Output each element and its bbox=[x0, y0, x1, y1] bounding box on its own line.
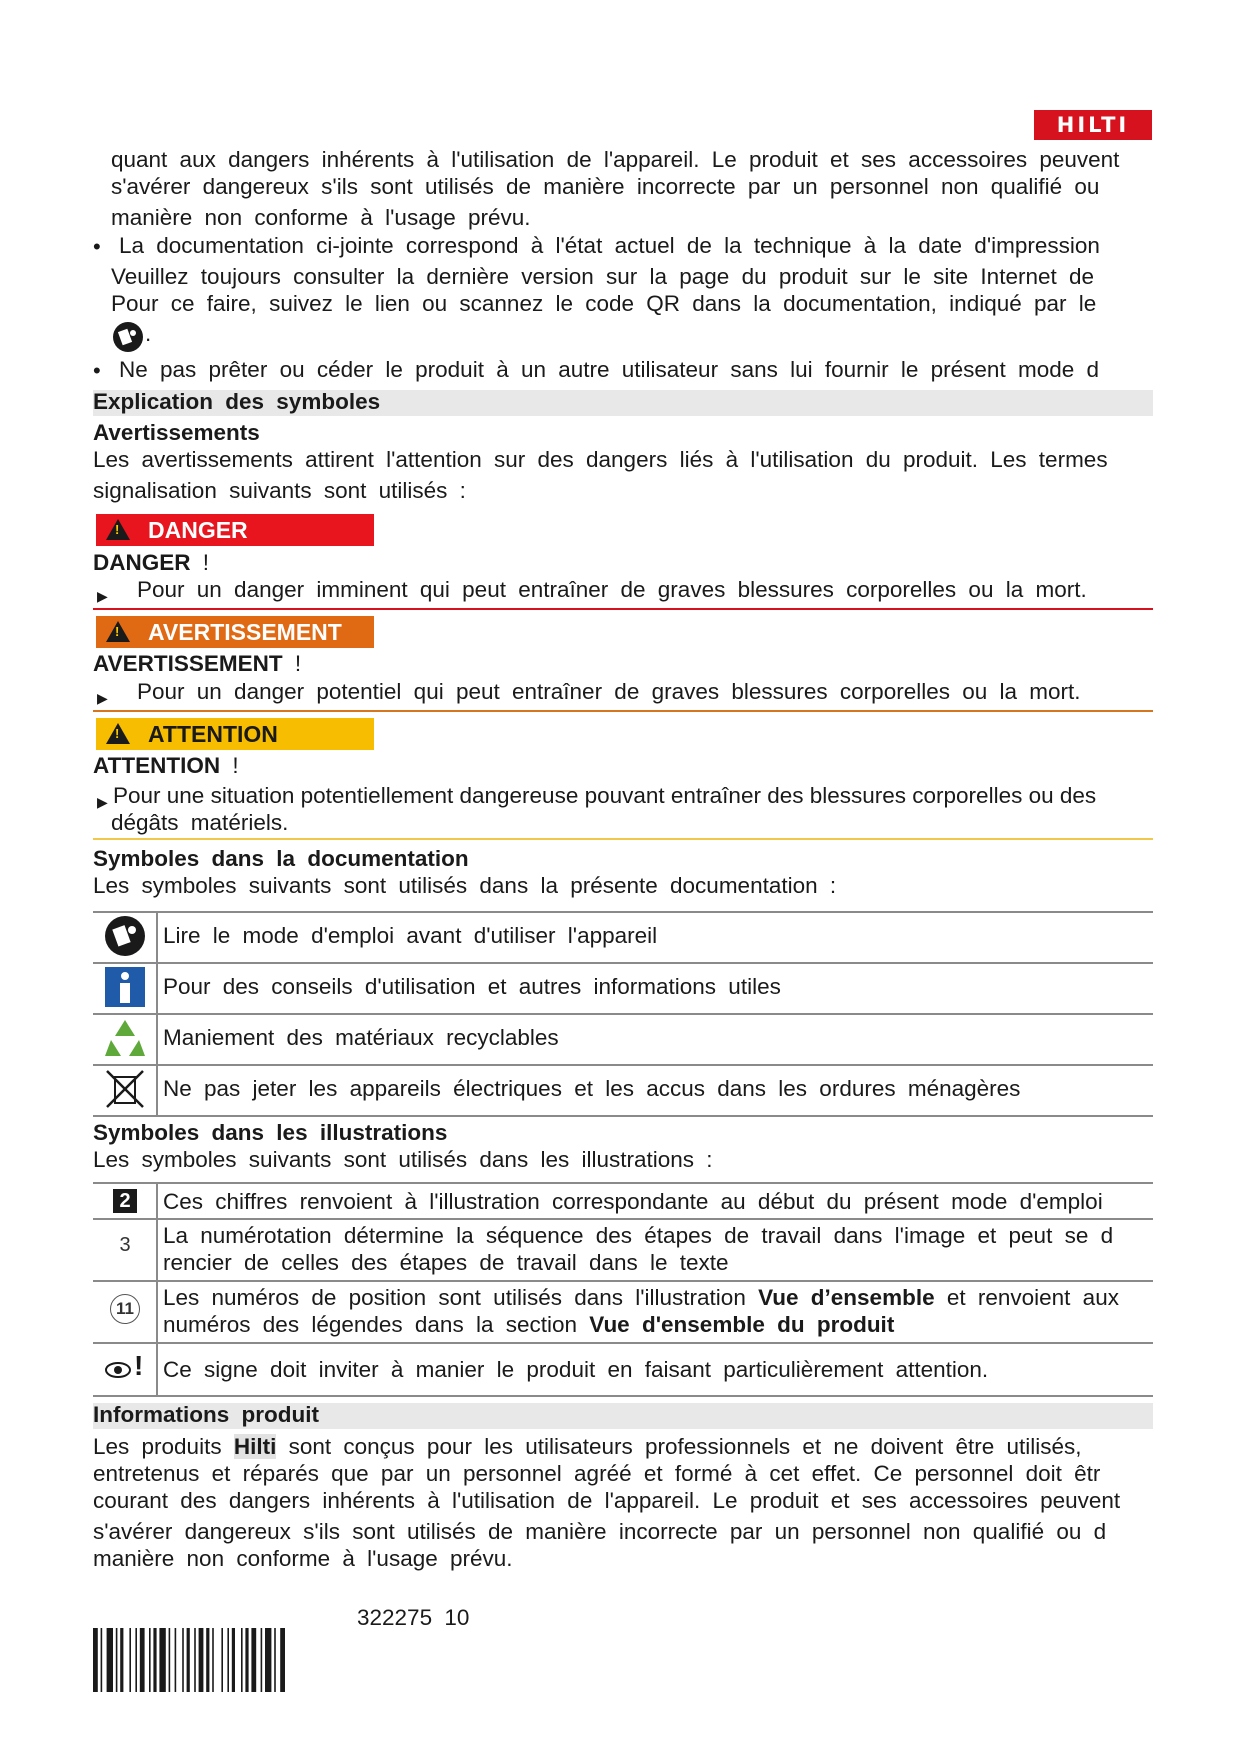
signal-text: Pour une situation potentiellement dangereuse pouvant entraîner des blessures corporelles ou des bbox=[113, 783, 1097, 808]
bullet-dot: • bbox=[93, 358, 101, 383]
recycle-icon bbox=[103, 1016, 147, 1060]
barcode-bar bbox=[245, 1628, 248, 1692]
eye-icon bbox=[104, 1352, 132, 1384]
barcode-bar bbox=[175, 1628, 177, 1692]
figure-number-icon: 2 bbox=[113, 1189, 137, 1213]
barcode-bar bbox=[241, 1628, 243, 1692]
barcode-bar bbox=[135, 1628, 137, 1692]
table-border bbox=[93, 962, 1153, 964]
barcode-bar bbox=[140, 1628, 145, 1692]
barcode-bar bbox=[194, 1628, 196, 1692]
badge-label: ATTENTION bbox=[148, 721, 278, 747]
signal-title: DANGER ! bbox=[93, 550, 210, 575]
bullet-line: Veuillez toujours consulter la dernière version sur la page du produit sur le site Internet de bbox=[111, 264, 1095, 289]
table-border bbox=[93, 911, 1153, 913]
barcode-bar bbox=[169, 1628, 171, 1692]
step-number-icon: 3 bbox=[119, 1234, 131, 1256]
badge-label: DANGER bbox=[148, 517, 248, 543]
section-heading: Explication des symboles bbox=[93, 389, 381, 414]
attention-icon: ! bbox=[134, 1350, 144, 1381]
arrow-icon: ▶ bbox=[97, 794, 108, 810]
symbol-text: La numérotation détermine la séquence des étapes de travail dans l'image et peut se d bbox=[163, 1223, 1114, 1248]
barcode-bar bbox=[93, 1628, 98, 1692]
paragraph-line: Les avertissements attirent l'attention sur des dangers liés à l'utilisation du produit. Les termes bbox=[93, 447, 1108, 472]
bullet-line: Ne pas prêter ou céder le produit à un autre utilisateur sans lui fournir le présent mode d bbox=[119, 357, 1099, 382]
badge-label: AVERTISSEMENT bbox=[148, 619, 342, 645]
warning-triangle-icon bbox=[106, 519, 130, 540]
paragraph-line: entretenus et réparés que par un personnel agréé et formé à cet effet. Ce personnel doit êtr bbox=[93, 1461, 1101, 1486]
symbol-text: Pour des conseils d'utilisation et autres informations utiles bbox=[163, 974, 781, 999]
signal-text: dégâts matériels. bbox=[111, 810, 289, 835]
paragraph-line: s'avérer dangereux s'ils sont utilisés de manière incorrecte par un personnel non qualifié ou d bbox=[93, 1519, 1107, 1544]
manual-icon bbox=[111, 320, 145, 354]
barcode-bar bbox=[274, 1628, 276, 1692]
intro-line: manière non conforme à l'usage prévu. bbox=[111, 205, 531, 230]
signal-rule bbox=[93, 838, 1153, 840]
section-heading: Symboles dans les illustrations bbox=[93, 1120, 448, 1145]
signal-title: ATTENTION ! bbox=[93, 753, 239, 778]
barcode-bar bbox=[212, 1628, 214, 1692]
table-border bbox=[93, 1342, 1153, 1344]
bullet-line: La documentation ci-jointe correspond à l'état actuel de la technique à la date d'impression bbox=[119, 233, 1100, 258]
symbol-text: numéros des légendes dans la section Vue d'ensemble du produit bbox=[163, 1312, 895, 1337]
table-divider bbox=[156, 1182, 158, 1397]
weee-bin-icon bbox=[103, 1067, 147, 1111]
signal-rule bbox=[93, 608, 1153, 610]
barcode-bar bbox=[232, 1628, 235, 1692]
barcode-bar bbox=[280, 1628, 285, 1692]
barcode bbox=[93, 1628, 335, 1692]
barcode-bar bbox=[120, 1628, 123, 1692]
section-heading: Symboles dans la documentation bbox=[93, 846, 469, 871]
sub-heading: Avertissements bbox=[93, 420, 260, 445]
table-border bbox=[93, 1182, 1153, 1184]
signal-text: Pour un danger potentiel qui peut entraîner de graves blessures corporelles ou la mort. bbox=[137, 679, 1081, 704]
symbol-text: rencier de celles des étapes de travail dans le texte bbox=[163, 1250, 729, 1275]
barcode-bar bbox=[182, 1628, 184, 1692]
barcode-bar bbox=[116, 1628, 118, 1692]
signal-rule bbox=[93, 710, 1153, 712]
table-border bbox=[93, 1064, 1153, 1066]
table-border bbox=[93, 1115, 1153, 1117]
barcode-bar bbox=[261, 1628, 263, 1692]
barcode-bar bbox=[159, 1628, 165, 1692]
bullet-line: Pour ce faire, suivez le lien ou scannez le code QR dans la documentation, indiqué par le bbox=[111, 291, 1097, 316]
bullet-dot: • bbox=[93, 234, 101, 259]
hilti-logo: HILTI bbox=[1034, 110, 1152, 140]
arrow-icon: ▶ bbox=[97, 588, 108, 604]
manual-icon bbox=[103, 914, 147, 958]
paragraph-line: courant des dangers inhérents à l'utilisation de l'appareil. Le produit et ses accessoires peuvent bbox=[93, 1488, 1121, 1513]
paragraph-line: manière non conforme à l'usage prévu. bbox=[93, 1546, 513, 1571]
table-border bbox=[93, 1280, 1153, 1282]
paragraph-line: Les symboles suivants sont utilisés dans la présente documentation : bbox=[93, 873, 837, 898]
symbol-text: Lire le mode d'emploi avant d'utiliser l'appareil bbox=[163, 923, 658, 948]
bullet-end: . bbox=[145, 321, 152, 346]
symbol-text: Les numéros de position sont utilisés dans l'illustration Vue d’ensemble et renvoient aux bbox=[163, 1285, 1119, 1310]
barcode-bar bbox=[199, 1628, 204, 1692]
table-border bbox=[93, 1013, 1153, 1015]
position-number-icon: 11 bbox=[110, 1294, 140, 1324]
paragraph-line: Les symboles suivants sont utilisés dans les illustrations : bbox=[93, 1147, 713, 1172]
table-border bbox=[93, 1218, 1153, 1220]
document-number: 322275 10 bbox=[357, 1605, 470, 1630]
warning-badge bbox=[96, 616, 374, 648]
caution-badge bbox=[96, 718, 374, 750]
barcode-bar bbox=[129, 1628, 131, 1692]
barcode-bar bbox=[265, 1628, 271, 1692]
barcode-bar bbox=[221, 1628, 223, 1692]
section-heading: Informations produit bbox=[93, 1402, 319, 1427]
symbol-text: Ne pas jeter les appareils électriques et les accus dans les ordures ménagères bbox=[163, 1076, 1021, 1101]
intro-line: s'avérer dangereux s'ils sont utilisés de manière incorrecte par un personnel non qualifié ou bbox=[111, 174, 1100, 199]
symbol-text: Ces chiffres renvoient à l'illustration correspondante au début du présent mode d'emploi bbox=[163, 1189, 1103, 1214]
paragraph-line: Les produits Hilti sont conçus pour les utilisateurs professionnels et ne doivent être utilisés, bbox=[93, 1434, 1082, 1459]
barcode-bar bbox=[149, 1628, 151, 1692]
info-icon bbox=[103, 965, 147, 1009]
signal-title: AVERTISSEMENT ! bbox=[93, 651, 302, 676]
warning-triangle-icon bbox=[106, 723, 130, 744]
arrow-icon: ▶ bbox=[97, 690, 108, 706]
barcode-bar bbox=[101, 1628, 103, 1692]
danger-badge bbox=[96, 514, 374, 546]
barcode-bar bbox=[206, 1628, 209, 1692]
paragraph-line: signalisation suivants sont utilisés : bbox=[93, 478, 466, 503]
table-divider bbox=[156, 911, 158, 1117]
intro-line: quant aux dangers inhérents à l'utilisation de l'appareil. Le produit et ses accessoires peuvent bbox=[111, 147, 1120, 172]
symbol-text: Maniement des matériaux recyclables bbox=[163, 1025, 559, 1050]
signal-text: Pour un danger imminent qui peut entraîner de graves blessures corporelles ou la mort. bbox=[137, 577, 1087, 602]
barcode-bar bbox=[107, 1628, 113, 1692]
table-border bbox=[93, 1395, 1153, 1397]
barcode-bar bbox=[251, 1628, 256, 1692]
warning-triangle-icon bbox=[106, 621, 130, 642]
barcode-bar bbox=[227, 1628, 229, 1692]
barcode-bar bbox=[153, 1628, 156, 1692]
barcode-bar bbox=[187, 1628, 190, 1692]
symbol-text: Ce signe doit inviter à manier le produit en faisant particulièrement attention. bbox=[163, 1357, 989, 1382]
